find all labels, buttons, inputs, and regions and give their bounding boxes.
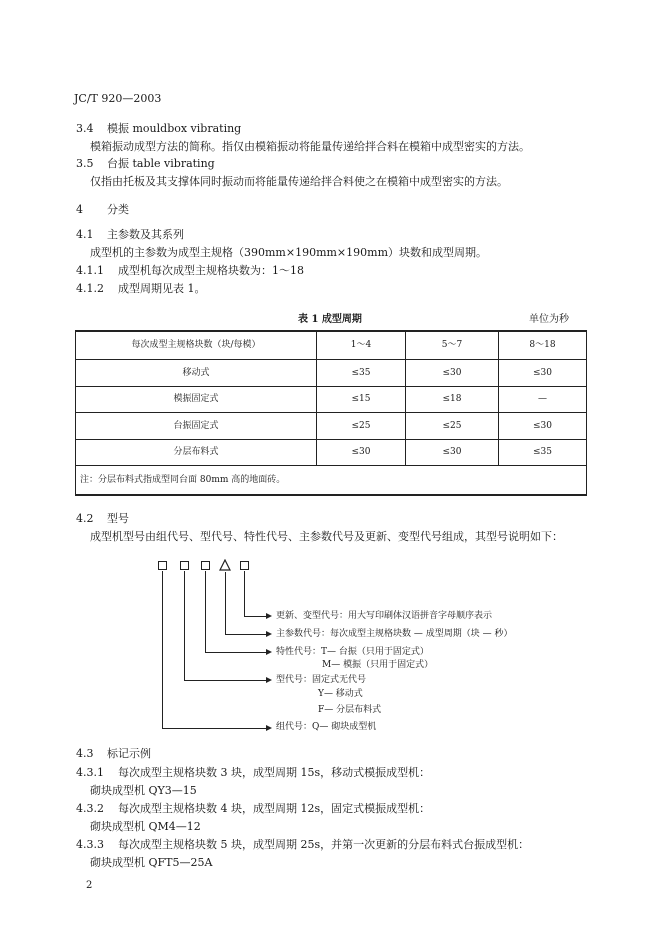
table-cell: ≤30 [351, 447, 371, 457]
section-4-1-1-body: 成型机每次成型主规格块数为：1～18 [118, 264, 304, 277]
type-code-box [180, 561, 189, 570]
section-4-1-title: 主参数及其系列 [107, 228, 184, 241]
table-cell: — [538, 394, 547, 404]
doc-header: JC/T 920—2003 [74, 92, 162, 105]
legend-update-code: 更新、变型代号：用大写印刷体汉语拼音字母顺序表示 [276, 611, 493, 621]
table-cell: ≤25 [442, 421, 462, 431]
section-4-2-title: 型号 [107, 512, 129, 525]
table-cell: ≤30 [533, 368, 552, 378]
table-cell: ≤35 [351, 368, 371, 378]
table-note: 注：分层布料式指成型同台面 80mm 高的地面砖。 [80, 475, 286, 485]
section-4-3-2-number: 4.3.2 [76, 802, 104, 815]
section-3-5-body: 仅指由托板及其支撑体同时振动而将能量传递给拌合料使之在模箱中成型密实的方法。 [90, 175, 508, 188]
section-4-3-title: 标记示例 [107, 747, 151, 760]
table-cell: ≤30 [442, 368, 462, 378]
table-row-label: 模振固定式 [173, 394, 219, 404]
section-4-3-3-number: 4.3.3 [76, 838, 104, 851]
legend-type-code-f: F— 分层布料式 [318, 705, 382, 715]
table-cell: ≤30 [442, 447, 462, 457]
table-unit: 单位为秒 [529, 314, 569, 325]
section-3-4-body: 模箱振动成型方法的简称。指仅由模箱振动将能量传递给拌合料在模箱中成型密实的方法。 [90, 140, 530, 153]
legend-feature-code-m: M— 模振（只用于固定式） [322, 660, 434, 670]
section-4-3-3-mark: 砌块成型机 QFT5—25A [90, 856, 213, 869]
section-4-1-1-number: 4.1.1 [76, 264, 104, 277]
param-code-triangle [219, 559, 231, 571]
legend-feature-code: 特性代号：T— 台振（只用于固定式） [276, 647, 429, 657]
table-cell: ≤35 [533, 447, 552, 457]
legend-group-code: 组代号：Q— 砌块成型机 [276, 722, 377, 732]
section-3-5-title: 台振 table vibrating [107, 157, 215, 170]
section-4-number: 4 [76, 203, 83, 216]
table-header-cell: 5～7 [441, 340, 463, 350]
table-cell: ≤30 [533, 421, 552, 431]
section-3-5-number: 3.5 [76, 157, 94, 170]
section-4-3-3-body: 每次成型主规格块数 5 块，成型周期 25s，并第一次更新的分层布料式台振成型机： [118, 838, 530, 851]
section-4-title: 分类 [107, 203, 129, 216]
page-number: 2 [86, 880, 93, 891]
group-code-box [158, 561, 167, 570]
legend-type-code-y: Y— 移动式 [318, 689, 363, 699]
table-row-label: 移动式 [182, 368, 210, 378]
table-header-cell: 8～18 [529, 340, 556, 350]
table-caption: 表 1 成型周期 [298, 314, 362, 325]
table-cell: ≤15 [351, 394, 371, 404]
table-row-label: 分层布料式 [173, 447, 219, 457]
feature-code-box [201, 561, 210, 570]
table-header-cell: 1～4 [350, 340, 372, 350]
section-4-3-number: 4.3 [76, 747, 94, 760]
update-code-box [240, 561, 249, 570]
section-4-3-2-mark: 砌块成型机 QM4—12 [90, 820, 201, 833]
section-4-1-2-number: 4.1.2 [76, 282, 104, 295]
legend-param-code: 主参数代号：每次成型主规格块数 — 成型周期（块 — 秒） [276, 629, 513, 639]
section-4-3-1-mark: 砌块成型机 QY3—15 [90, 784, 197, 797]
section-3-4-number: 3.4 [76, 122, 94, 135]
section-4-3-1-number: 4.3.1 [76, 766, 104, 779]
legend-type-code: 型代号：固定式无代号 [276, 675, 367, 685]
table-row-label: 台振固定式 [173, 421, 219, 431]
section-4-2-number: 4.2 [76, 512, 94, 525]
table-header-label: 每次成型主规格块数（块/每模） [131, 340, 261, 350]
table-cell: ≤18 [442, 394, 462, 404]
section-4-2-body: 成型机型号由组代号、型代号、特性代号、主参数代号及更新、变型代号组成，其型号说明如下： [90, 530, 563, 543]
section-4-3-2-body: 每次成型主规格块数 4 块，成型周期 12s，固定式模振成型机： [118, 802, 431, 815]
section-4-3-1-body: 每次成型主规格块数 3 块，成型周期 15s，移动式模振成型机： [118, 766, 431, 779]
section-4-1-2-body: 成型周期见表 1。 [118, 282, 206, 295]
section-4-1-body: 成型机的主参数为成型主规格（390mm×190mm×190mm）块数和成型周期。 [90, 246, 488, 259]
table-cell: ≤25 [351, 421, 371, 431]
section-4-1-number: 4.1 [76, 228, 94, 241]
section-3-4-title: 模振 mouldbox vibrating [107, 122, 242, 135]
